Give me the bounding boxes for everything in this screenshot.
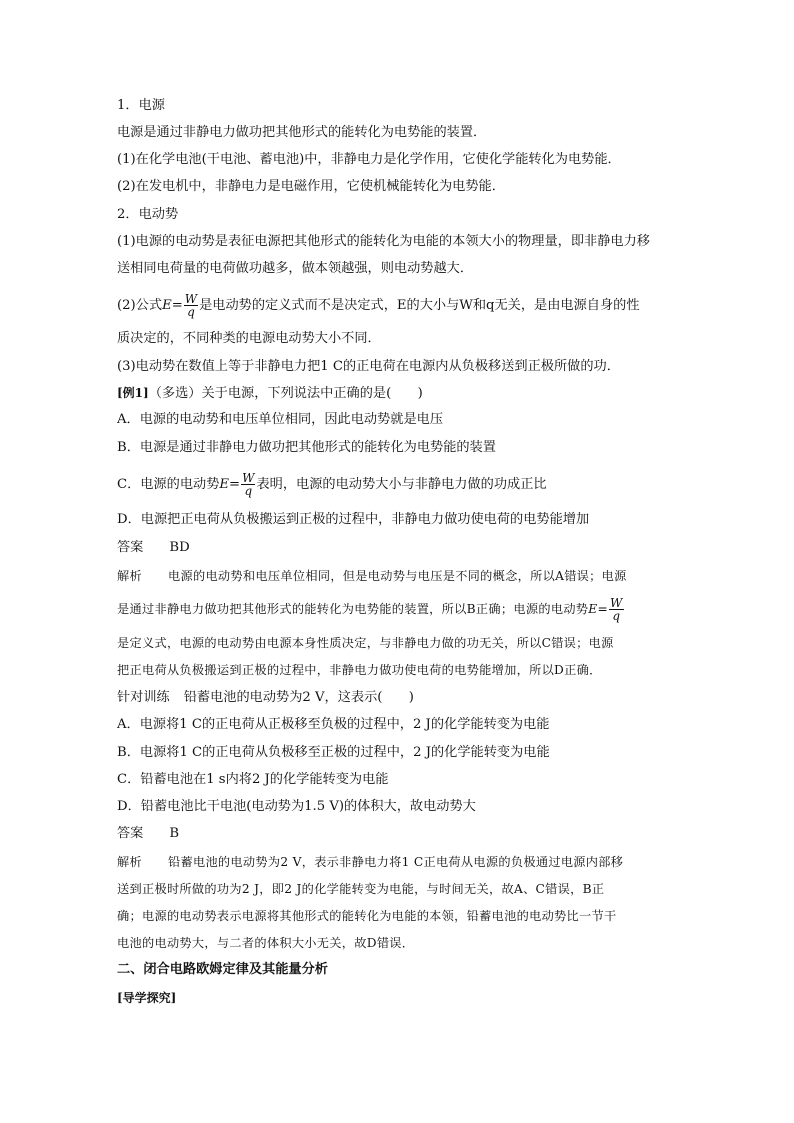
guide-heading: [导学探究]	[117, 991, 177, 1005]
question-text: 铅蓄电池的电动势为2 V，这表示( )	[183, 690, 414, 705]
formula-symbol: E	[162, 298, 172, 313]
paragraph: 质决定的，不同种类的电源电动势大小不同．	[117, 331, 381, 346]
section-heading: 二、闭合电路欧姆定律及其能量分析	[117, 962, 328, 977]
explanation-line	[117, 566, 687, 586]
option-a: A．电源将1 C的正电荷从正极移至负极的过程中，2 J的化学能转变为电能	[117, 717, 550, 732]
explanation-line: 是定义式，电源的电动势由电源本身性质决定，与非静电力做的功无关，所以C错误；电源	[117, 636, 614, 650]
fraction-w-over-q	[184, 293, 198, 318]
formula-symbol: E	[588, 602, 598, 616]
section-2-title: 2．电动势	[117, 207, 179, 222]
paragraph: (3)电动势在数值上等于非静电力把1 C的正电荷在电源内从负极移送到正极所做的功．	[117, 359, 620, 374]
example-1-question	[117, 383, 687, 404]
answer-value: BD	[169, 540, 190, 555]
paragraph: 电源是通过非静电力做功把其他形式的能转化为电势能的装置．	[117, 125, 487, 140]
fraction-numerator: W	[610, 596, 623, 610]
explanation-text: 铅蓄电池的电动势为2 V，表示非静电力将1 C正电荷从电源的负极通过电源内部移	[167, 855, 624, 869]
option-c-suffix: 表明，电源的电动势大小与非静电力做的功成正比	[256, 477, 547, 492]
option-b: B．电源是通过非静电力做功把其他形式的能转化为电势能的装置	[117, 440, 496, 455]
fraction-numerator: W	[242, 471, 255, 485]
question-text: （多选）关于电源，下列说法中正确的是( )	[148, 386, 423, 401]
fraction-denominator: q	[612, 609, 621, 623]
paragraph: (2)在发电机中，非静电力是电磁作用，它使机械能转化为电势能．	[117, 179, 505, 194]
option-c: C．电源的电动势E= $\frac{W}{q}$ 表明，电源的电动势大小与非静电力做的功成正比	[117, 471, 547, 498]
explanation-text: 是通过非静电力做功把其他形式的能转化为电势能的装置，所以B正确；电源的电动势	[117, 602, 589, 616]
formula-paragraph: (2)公式E= $\frac{W}{q}$ 是电动势的定义式而不是决定式，E的大小与W和q无关，是由电源自身的性	[117, 292, 640, 319]
option-c-prefix: C．电源的电动势	[117, 477, 220, 492]
explanation-label: 解析	[117, 569, 142, 583]
explanation-line: 是通过非静电力做功把其他形式的能转化为电势能的装置，所以B正确；电源的电动势E= $\frac{W}{q}$	[117, 596, 623, 623]
option-a: A．电源的电动势和电压单位相同，因此电动势就是电压	[117, 412, 444, 427]
answer-line	[117, 824, 687, 844]
fraction-denominator: q	[187, 305, 195, 319]
option-c: C．铅蓄电池在1 s内将2 J的化学能转变为电能	[117, 772, 389, 787]
paragraph: 送相同电荷量的电荷做功越多，做本领越强，则电动势越大．	[117, 261, 474, 276]
answer-label: 答案	[117, 540, 144, 555]
fraction-w-over-q	[241, 472, 255, 497]
formula-symbol: E	[219, 477, 230, 492]
explanation-text: 电源的电动势和电压单位相同，但是电动势与电压是不同的概念，所以A错误；电源	[167, 569, 627, 583]
option-d: D．电源把正电荷从负极搬运到正极的过程中，非静电力做功使电荷的电势能增加	[117, 512, 590, 527]
explanation-line	[117, 852, 687, 872]
answer-line	[117, 538, 687, 558]
example-tag: [例1]	[117, 386, 149, 400]
paragraph-suffix: 是电动势的定义式而不是决定式，E的大小与W和q无关，是由电源自身的性	[199, 298, 640, 313]
explanation-line: 电池的电动势大，与二者的体积大小无关，故D错误．	[117, 936, 415, 950]
explanation-line: 把正电荷从负极搬运到正极的过程中，非静电力做功使电荷的电势能增加，所以D正确．	[117, 663, 602, 677]
paragraph-prefix: (2)公式	[117, 298, 163, 313]
paragraph: (1)在化学电池(干电池、蓄电池)中，非静电力是化学作用，它使化学能转化为电势能．	[117, 152, 621, 167]
training-label: 针对训练	[117, 690, 170, 705]
option-b: B．电源将1 C的正电荷从负极移至正极的过程中，2 J的化学能转变为电能	[117, 745, 550, 760]
explanation-line: 确；电源的电动势表示电源将其他形式的能转化为电能的本领，铅蓄电池的电动势比一节干	[117, 909, 617, 923]
fraction-denominator: q	[244, 484, 253, 498]
answer-label: 答案	[117, 826, 144, 841]
option-d: D．铅蓄电池比干电池(电动势为1.5 V)的体积大，故电动势大	[117, 799, 476, 814]
fraction-numerator: W	[184, 292, 198, 306]
explanation-label: 解析	[117, 855, 142, 869]
answer-value: B	[169, 826, 180, 841]
section-1-title: 1．电源	[117, 98, 165, 113]
paragraph: (1)电源的电动势是表征电源把其他形式的能转化为电能的本领大小的物理量，即非静电力移	[117, 234, 650, 249]
fraction-w-over-q	[609, 597, 624, 622]
training-question	[117, 688, 687, 708]
explanation-line: 送到正极时所做的功为2 J，即2 J的化学能转变为电能，与时间无关，故A、C错误，B正	[117, 882, 605, 896]
